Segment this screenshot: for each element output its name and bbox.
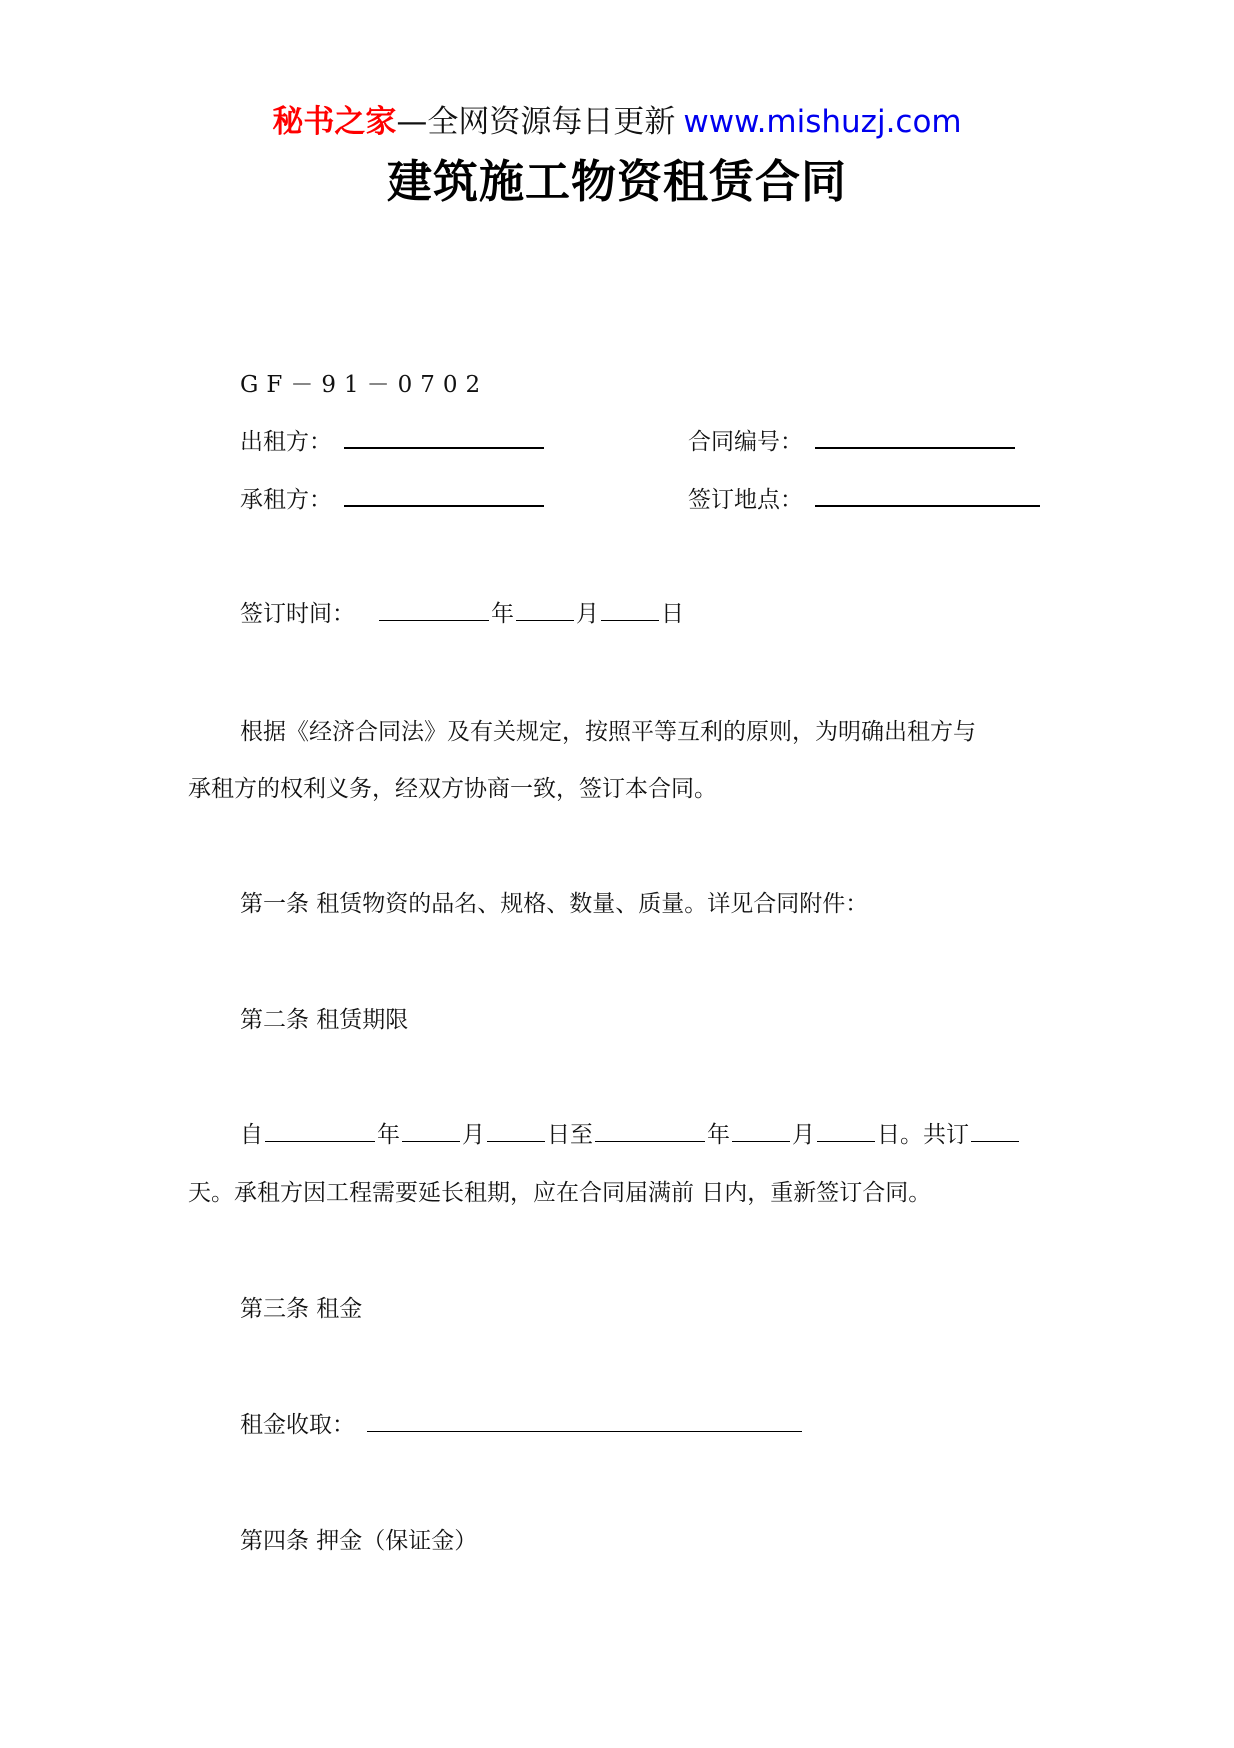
sign-month-blank[interactable] — [516, 598, 574, 621]
document-title: 建筑施工物资租赁合同 — [386, 155, 847, 208]
article-3-heading: 第三条 租金 — [240, 1296, 363, 1322]
contract-no-field — [688, 425, 1017, 459]
sign-year-blank[interactable] — [379, 598, 489, 621]
end-year-label: 年 — [707, 1122, 730, 1148]
year-label: 年 — [491, 601, 514, 627]
total-label: 日。共订 — [877, 1122, 969, 1148]
article-1: 第一条 租赁物资的品名、规格、数量、质量。详见合同附件： — [240, 891, 869, 917]
start-month-blank[interactable] — [402, 1119, 460, 1142]
contract-no-blank[interactable] — [815, 425, 1015, 449]
article-2-heading: 第二条 租赁期限 — [240, 1007, 409, 1033]
lessor-label: 出租方： — [240, 429, 332, 455]
lessor-blank[interactable] — [344, 425, 544, 449]
preamble-line-1: 根据《经济合同法》及有关规定，按照平等互利的原则，为明确出租方与 — [240, 719, 976, 745]
end-month-label: 月 — [792, 1122, 815, 1148]
lessee-label: 承租方： — [240, 487, 332, 513]
form-code: GF－91－0702 — [240, 372, 489, 398]
end-day-blank[interactable] — [817, 1119, 875, 1142]
lease-extension-text: 天。承租方因工程需要延长租期，应在合同届满前 日内，重新签订合同。 — [188, 1180, 932, 1206]
start-day-blank[interactable] — [487, 1119, 545, 1142]
rent-collection-field — [240, 1408, 804, 1442]
banner-slogan: —全网资源每日更新 — [396, 104, 676, 140]
sign-time-field — [240, 597, 684, 631]
site-url-link[interactable]: www.mishuzj.com — [683, 104, 962, 140]
sign-place-field — [688, 483, 1042, 517]
to-label: 日至 — [547, 1122, 593, 1148]
start-month-label: 月 — [462, 1122, 485, 1148]
sign-place-label: 签订地点： — [688, 487, 803, 513]
start-year-blank[interactable] — [265, 1119, 375, 1142]
lease-term-line — [240, 1118, 1021, 1152]
sign-day-blank[interactable] — [601, 598, 659, 621]
end-year-blank[interactable] — [595, 1119, 705, 1142]
sign-place-blank[interactable] — [815, 483, 1040, 507]
preamble-line-2: 承租方的权利义务，经双方协商一致，签订本合同。 — [188, 776, 717, 802]
article-4-heading: 第四条 押金（保证金） — [240, 1528, 478, 1554]
sign-time-label: 签订时间： — [240, 601, 355, 627]
end-month-blank[interactable] — [732, 1119, 790, 1142]
from-label: 自 — [240, 1122, 263, 1148]
site-banner — [0, 100, 1234, 144]
rent-collection-blank[interactable] — [367, 1409, 802, 1432]
rent-collection-label: 租金收取： — [240, 1412, 355, 1438]
lessee-blank[interactable] — [344, 483, 544, 507]
lessee-field — [240, 483, 546, 517]
start-year-label: 年 — [377, 1122, 400, 1148]
month-label: 月 — [576, 601, 599, 627]
day-label: 日 — [661, 601, 684, 627]
contract-no-label: 合同编号： — [688, 429, 803, 455]
total-days-blank[interactable] — [971, 1119, 1019, 1142]
lessor-field — [240, 425, 546, 459]
brand-name: 秘书之家 — [272, 104, 397, 140]
